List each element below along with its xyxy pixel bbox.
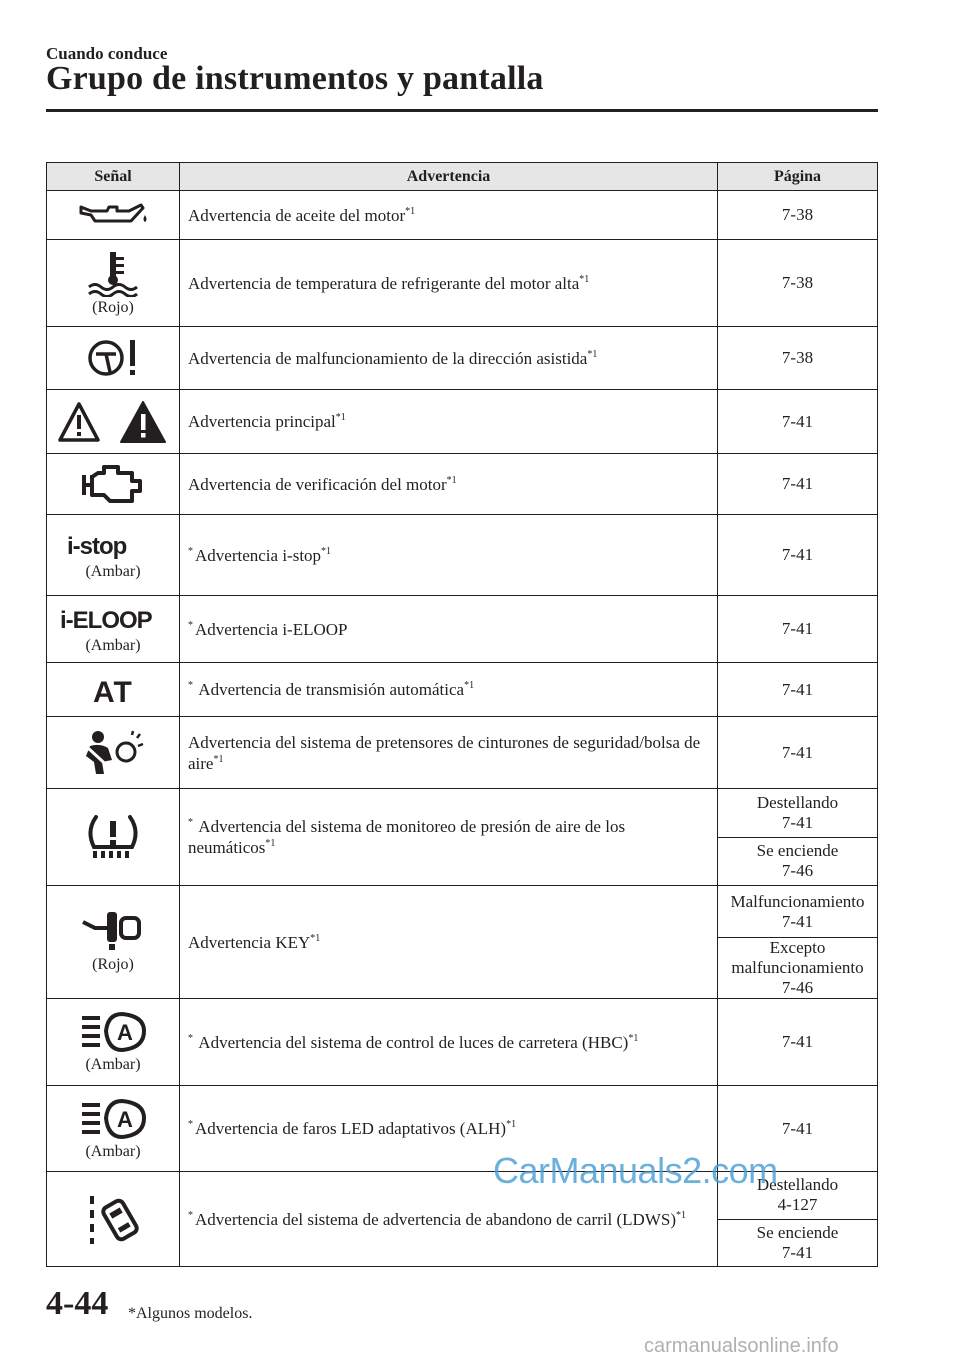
svg-text:i-stop: i-stop	[67, 533, 127, 560]
warning-description-cell	[180, 596, 718, 663]
footnote-marker: *1	[321, 545, 332, 557]
table-row	[47, 515, 878, 596]
adaptive-led-headlight-icon	[78, 1097, 148, 1141]
warning-description: Advertencia de malfuncionamiento de la dirección asistida	[188, 348, 588, 368]
tire-pressure-icon	[84, 813, 142, 861]
signal-cell	[47, 717, 180, 789]
warning-description: Advertencia de faros LED adaptativos (ALH)	[195, 1119, 507, 1138]
warning-triangle-icon	[57, 400, 169, 444]
page-reference: Se enciende 7-46	[718, 837, 878, 886]
warning-description: Advertencia del sistema de control de luces de carretera (HBC)	[195, 1032, 629, 1052]
high-beam-control-icon	[78, 1010, 148, 1054]
i-eloop-icon	[58, 603, 168, 635]
page-reference: Excepto malfuncionamiento 7-46	[718, 938, 878, 999]
airbag-seatbelt-icon	[82, 730, 144, 776]
warning-description-cell	[180, 663, 718, 717]
column-header-page: Página	[718, 163, 878, 191]
warning-description-cell	[180, 191, 718, 240]
signal-cell	[47, 515, 180, 596]
svg-text:i-ELOOP: i-ELOOP	[59, 607, 152, 634]
steering-wheel-exclamation-icon	[86, 336, 140, 380]
warning-description-cell	[180, 515, 718, 596]
warning-description-cell	[180, 999, 718, 1086]
page-reference: 7-41	[718, 596, 878, 663]
footnote-marker: *1	[265, 838, 276, 849]
some-models-asterisk: *	[188, 1032, 193, 1044]
warning-description-cell	[180, 327, 718, 390]
table-row	[47, 717, 878, 789]
page-reference: Malfuncionamiento 7-41	[718, 886, 878, 938]
page-reference: 7-41	[718, 1086, 878, 1172]
lane-departure-icon	[84, 1194, 142, 1244]
signal-cell	[47, 240, 180, 327]
footnote-marker: *1	[335, 412, 346, 423]
table-row	[47, 999, 878, 1086]
footnote-marker: *1	[446, 474, 457, 486]
page-reference: 7-38	[718, 327, 878, 390]
footer-note: *Algunos modelos.	[128, 1305, 253, 1322]
table-row	[47, 886, 878, 938]
coolant-temperature-icon	[83, 249, 143, 297]
column-header-warning: Advertencia	[180, 163, 718, 191]
oil-can-icon	[77, 199, 149, 231]
footnote-marker: *1	[675, 1209, 686, 1221]
table-row	[47, 240, 878, 327]
some-models-asterisk: *	[188, 1209, 193, 1221]
signal-cell	[47, 789, 180, 886]
warning-description: Advertencia i-ELOOP	[195, 619, 348, 639]
warning-description-cell	[180, 390, 718, 454]
page-reference: Destellando 4-127	[718, 1172, 878, 1220]
page-title: Grupo de instrumentos y pantalla	[46, 60, 544, 97]
signal-cell	[47, 1172, 180, 1267]
page-reference: 7-41	[718, 454, 878, 515]
footnote-marker: *1	[213, 753, 224, 765]
page-reference: 7-41	[718, 663, 878, 717]
some-models-asterisk: *	[188, 1119, 193, 1130]
signal-cell	[47, 663, 180, 717]
warning-description: Advertencia KEY	[188, 932, 311, 952]
footnote-marker: *1	[506, 1119, 517, 1130]
table-header-row	[47, 163, 878, 191]
page-reference: 7-38	[718, 191, 878, 240]
page-reference: 7-41	[718, 390, 878, 454]
page-reference: Se enciende 7-41	[718, 1219, 878, 1267]
signal-cell	[47, 999, 180, 1086]
footnote-marker: *1	[464, 680, 475, 691]
page-reference: Destellando 7-41	[718, 789, 878, 838]
page-reference: 7-41	[718, 515, 878, 596]
signal-color-label: (Ambar)	[85, 1142, 141, 1160]
warning-description: Advertencia de transmisión automática	[195, 680, 465, 699]
warning-description: Advertencia de aceite del motor	[188, 205, 406, 225]
warning-description: Advertencia de verificación del motor	[188, 474, 447, 494]
column-header-signal: Señal	[47, 163, 180, 191]
carmanuals-watermark: CarManuals2.com	[493, 1150, 778, 1191]
warning-description-cell	[180, 240, 718, 327]
footnote-marker: *1	[310, 932, 321, 944]
svg-text:AT: AT	[93, 675, 134, 709]
warning-description-cell	[180, 886, 718, 999]
warning-description: Advertencia i-stop	[195, 545, 322, 565]
some-models-asterisk: *	[188, 680, 193, 691]
section-label: Cuando conduce	[46, 44, 168, 63]
footnote-marker: *1	[628, 1032, 639, 1044]
warning-description-cell	[180, 454, 718, 515]
warning-description-cell	[180, 717, 718, 789]
signal-color-label: (Ambar)	[85, 563, 141, 580]
page-reference: 7-38	[718, 240, 878, 327]
some-models-asterisk: *	[188, 545, 193, 557]
signal-color-label: (Ambar)	[85, 637, 141, 654]
signal-cell	[47, 390, 180, 454]
signal-color-label: (Rojo)	[92, 299, 134, 316]
svg-text:A: A	[117, 1106, 133, 1132]
at-icon	[91, 671, 134, 709]
svg-text:A: A	[117, 1020, 133, 1045]
warning-description: Advertencia principal	[188, 412, 336, 431]
footnote-marker: *1	[587, 348, 598, 360]
table-row	[47, 191, 878, 240]
warning-description: Advertencia de temperatura de refrigerante del motor alta	[188, 273, 580, 293]
warning-description-cell	[180, 789, 718, 886]
warning-description: Advertencia del sistema de monitoreo de presión de aire de los neumáticos	[188, 817, 626, 857]
warning-lights-table	[46, 162, 878, 1267]
signal-cell	[47, 886, 180, 999]
signal-cell	[47, 454, 180, 515]
some-models-asterisk: *	[188, 619, 193, 631]
table-row	[47, 454, 878, 515]
warning-description: Advertencia del sistema de pretensores de cinturones de seguridad/bolsa de aire	[188, 732, 701, 773]
check-engine-icon	[80, 463, 146, 505]
i-stop-icon	[65, 529, 160, 561]
warning-description: Advertencia del sistema de advertencia de abandono de carril (LDWS)	[195, 1209, 676, 1229]
table-row	[47, 663, 878, 717]
table-row	[47, 789, 878, 838]
signal-cell	[47, 327, 180, 390]
site-watermark: carmanualsonline.info	[644, 1335, 839, 1357]
page-number: 4-44	[46, 1285, 109, 1322]
signal-color-label: (Ambar)	[85, 1056, 141, 1073]
signal-cell	[47, 596, 180, 663]
page-reference: 7-41	[718, 717, 878, 789]
table-row	[47, 327, 878, 390]
title-divider	[46, 109, 878, 112]
signal-color-label: (Rojo)	[92, 956, 134, 973]
page-reference: 7-41	[718, 999, 878, 1086]
table-row	[47, 390, 878, 454]
table-row	[47, 596, 878, 663]
footnote-marker: *1	[579, 273, 590, 285]
signal-cell	[47, 191, 180, 240]
signal-cell	[47, 1086, 180, 1172]
footnote-marker: *1	[405, 205, 416, 217]
key-icon	[81, 910, 145, 954]
some-models-asterisk: *	[188, 817, 193, 828]
